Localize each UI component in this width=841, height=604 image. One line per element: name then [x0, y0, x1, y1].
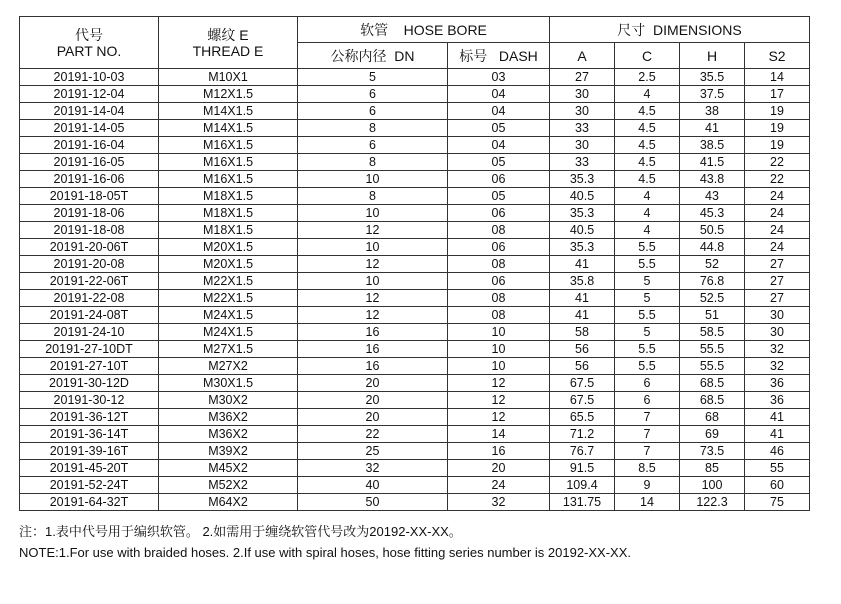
- thread-cell: M36X2: [159, 409, 298, 426]
- a-cell: 71.2: [550, 426, 615, 443]
- dash-cell: 03: [448, 69, 550, 86]
- a-cell: 40.5: [550, 222, 615, 239]
- s2-cell: 27: [745, 273, 810, 290]
- s2-cell: 24: [745, 205, 810, 222]
- s2-cell: 30: [745, 307, 810, 324]
- part-no-cell: 20191-30-12D: [20, 375, 159, 392]
- a-cell: 76.7: [550, 443, 615, 460]
- header-thread: [159, 17, 298, 69]
- a-cell: 30: [550, 103, 615, 120]
- s2-cell: 22: [745, 154, 810, 171]
- dash-cell: 05: [448, 188, 550, 205]
- table-row: [20, 222, 810, 239]
- thread-cell: M18X1.5: [159, 188, 298, 205]
- s2-cell: 36: [745, 392, 810, 409]
- header-part-no-cn: 代号: [75, 26, 103, 43]
- c-cell: 4: [615, 86, 680, 103]
- part-no-cell: 20191-52-24T: [20, 477, 159, 494]
- header-hose-bore: 软管 HOSE BORE: [298, 17, 550, 43]
- dn-cell: 6: [298, 86, 448, 103]
- header-c: C: [615, 43, 680, 69]
- dash-cell: 05: [448, 154, 550, 171]
- c-cell: 6: [615, 392, 680, 409]
- table-row: [20, 86, 810, 103]
- dn-cell: 32: [298, 460, 448, 477]
- s2-cell: 32: [745, 358, 810, 375]
- table-row: [20, 290, 810, 307]
- header-a: A: [550, 43, 615, 69]
- c-cell: 5: [615, 290, 680, 307]
- thread-cell: M39X2: [159, 443, 298, 460]
- dash-cell: 24: [448, 477, 550, 494]
- part-no-cell: 20191-20-06T: [20, 239, 159, 256]
- part-no-cell: 20191-20-08: [20, 256, 159, 273]
- thread-cell: M18X1.5: [159, 222, 298, 239]
- thread-cell: M16X1.5: [159, 171, 298, 188]
- dash-cell: 12: [448, 392, 550, 409]
- thread-cell: M27X1.5: [159, 341, 298, 358]
- dash-cell: 08: [448, 290, 550, 307]
- dn-cell: 10: [298, 205, 448, 222]
- table-row: [20, 69, 810, 86]
- dn-cell: 12: [298, 256, 448, 273]
- thread-cell: M22X1.5: [159, 290, 298, 307]
- s2-cell: 14: [745, 69, 810, 86]
- thread-cell: M64X2: [159, 494, 298, 511]
- thread-cell: M30X2: [159, 392, 298, 409]
- part-no-cell: 20191-24-08T: [20, 307, 159, 324]
- h-cell: 69: [680, 426, 745, 443]
- table-row: [20, 239, 810, 256]
- c-cell: 4: [615, 188, 680, 205]
- h-cell: 45.3: [680, 205, 745, 222]
- part-no-cell: 20191-36-12T: [20, 409, 159, 426]
- thread-cell: M30X1.5: [159, 375, 298, 392]
- s2-cell: 41: [745, 409, 810, 426]
- h-cell: 43: [680, 188, 745, 205]
- part-no-cell: 20191-24-10: [20, 324, 159, 341]
- dn-cell: 50: [298, 494, 448, 511]
- table-row: [20, 443, 810, 460]
- table-row: [20, 324, 810, 341]
- h-cell: 41: [680, 120, 745, 137]
- part-no-cell: 20191-16-04: [20, 137, 159, 154]
- a-cell: 27: [550, 69, 615, 86]
- a-cell: 35.3: [550, 239, 615, 256]
- thread-cell: M45X2: [159, 460, 298, 477]
- dn-cell: 5: [298, 69, 448, 86]
- table-row: [20, 205, 810, 222]
- s2-cell: 22: [745, 171, 810, 188]
- dn-cell: 8: [298, 188, 448, 205]
- part-no-cell: 20191-36-14T: [20, 426, 159, 443]
- h-cell: 76.8: [680, 273, 745, 290]
- table-row: [20, 120, 810, 137]
- c-cell: 14: [615, 494, 680, 511]
- a-cell: 41: [550, 256, 615, 273]
- h-cell: 38.5: [680, 137, 745, 154]
- part-no-cell: 20191-27-10DT: [20, 341, 159, 358]
- spec-table: [19, 16, 810, 511]
- h-cell: 85: [680, 460, 745, 477]
- dn-cell: 25: [298, 443, 448, 460]
- c-cell: 7: [615, 443, 680, 460]
- s2-cell: 30: [745, 324, 810, 341]
- c-cell: 4: [615, 222, 680, 239]
- header-s2: S2: [745, 43, 810, 69]
- dn-cell: 10: [298, 171, 448, 188]
- a-cell: 33: [550, 154, 615, 171]
- dash-cell: 06: [448, 205, 550, 222]
- h-cell: 68.5: [680, 392, 745, 409]
- a-cell: 67.5: [550, 375, 615, 392]
- a-cell: 35.8: [550, 273, 615, 290]
- table-row: [20, 137, 810, 154]
- a-cell: 58: [550, 324, 615, 341]
- thread-cell: M16X1.5: [159, 154, 298, 171]
- dash-cell: 20: [448, 460, 550, 477]
- table-row: [20, 358, 810, 375]
- h-cell: 68.5: [680, 375, 745, 392]
- part-no-cell: 20191-30-12: [20, 392, 159, 409]
- a-cell: 40.5: [550, 188, 615, 205]
- s2-cell: 19: [745, 120, 810, 137]
- dash-cell: 12: [448, 375, 550, 392]
- c-cell: 5.5: [615, 256, 680, 273]
- table-row: [20, 375, 810, 392]
- thread-cell: M18X1.5: [159, 205, 298, 222]
- dn-cell: 12: [298, 290, 448, 307]
- header-thread-en: THREAD E: [192, 42, 264, 59]
- h-cell: 44.8: [680, 239, 745, 256]
- c-cell: 2.5: [615, 69, 680, 86]
- a-cell: 41: [550, 307, 615, 324]
- a-cell: 35.3: [550, 171, 615, 188]
- h-cell: 122.3: [680, 494, 745, 511]
- dn-cell: 6: [298, 103, 448, 120]
- part-no-cell: 20191-16-06: [20, 171, 159, 188]
- s2-cell: 27: [745, 290, 810, 307]
- table-row: [20, 426, 810, 443]
- c-cell: 6: [615, 375, 680, 392]
- header-dn: 公称内径 DN: [298, 43, 448, 69]
- a-cell: 30: [550, 137, 615, 154]
- c-cell: 4: [615, 205, 680, 222]
- table-row: [20, 256, 810, 273]
- part-no-cell: 20191-18-06: [20, 205, 159, 222]
- h-cell: 58.5: [680, 324, 745, 341]
- dash-cell: 08: [448, 307, 550, 324]
- s2-cell: 19: [745, 103, 810, 120]
- thread-cell: M20X1.5: [159, 256, 298, 273]
- dn-cell: 40: [298, 477, 448, 494]
- thread-cell: M16X1.5: [159, 137, 298, 154]
- dash-cell: 08: [448, 222, 550, 239]
- h-cell: 51: [680, 307, 745, 324]
- h-cell: 37.5: [680, 86, 745, 103]
- dn-cell: 20: [298, 392, 448, 409]
- a-cell: 91.5: [550, 460, 615, 477]
- dash-cell: 06: [448, 273, 550, 290]
- part-no-cell: 20191-12-04: [20, 86, 159, 103]
- c-cell: 4.5: [615, 103, 680, 120]
- c-cell: 5.5: [615, 358, 680, 375]
- a-cell: 65.5: [550, 409, 615, 426]
- note-en: NOTE:1.For use with braided hoses. 2.If use with spiral hoses, hose fitting series number is 20192-XX-XX.: [19, 545, 632, 560]
- a-cell: 33: [550, 120, 615, 137]
- h-cell: 35.5: [680, 69, 745, 86]
- dn-cell: 6: [298, 137, 448, 154]
- dn-cell: 8: [298, 120, 448, 137]
- thread-cell: M22X1.5: [159, 273, 298, 290]
- a-cell: 41: [550, 290, 615, 307]
- s2-cell: 24: [745, 222, 810, 239]
- table-row: [20, 392, 810, 409]
- s2-cell: 32: [745, 341, 810, 358]
- dash-cell: 06: [448, 239, 550, 256]
- table-row: [20, 341, 810, 358]
- a-cell: 56: [550, 358, 615, 375]
- table-row: [20, 460, 810, 477]
- table-row: [20, 307, 810, 324]
- dn-cell: 22: [298, 426, 448, 443]
- dash-cell: 10: [448, 358, 550, 375]
- table-row: [20, 477, 810, 494]
- h-cell: 55.5: [680, 341, 745, 358]
- dash-cell: 04: [448, 86, 550, 103]
- part-no-cell: 20191-18-08: [20, 222, 159, 239]
- header-dimensions: 尺寸 DIMENSIONS: [550, 17, 810, 43]
- table-body: [20, 69, 810, 511]
- dash-cell: 10: [448, 324, 550, 341]
- table-row: [20, 103, 810, 120]
- s2-cell: 75: [745, 494, 810, 511]
- a-cell: 56: [550, 341, 615, 358]
- h-cell: 41.5: [680, 154, 745, 171]
- s2-cell: 55: [745, 460, 810, 477]
- part-no-cell: 20191-18-05T: [20, 188, 159, 205]
- s2-cell: 46: [745, 443, 810, 460]
- h-cell: 73.5: [680, 443, 745, 460]
- header-part-no: [20, 17, 159, 69]
- c-cell: 4.5: [615, 120, 680, 137]
- c-cell: 4.5: [615, 171, 680, 188]
- part-no-cell: 20191-14-05: [20, 120, 159, 137]
- c-cell: 5: [615, 273, 680, 290]
- c-cell: 5.5: [615, 307, 680, 324]
- c-cell: 4.5: [615, 154, 680, 171]
- table-row: [20, 494, 810, 511]
- thread-cell: M24X1.5: [159, 307, 298, 324]
- part-no-cell: 20191-39-16T: [20, 443, 159, 460]
- part-no-cell: 20191-14-04: [20, 103, 159, 120]
- h-cell: 43.8: [680, 171, 745, 188]
- s2-cell: 41: [745, 426, 810, 443]
- s2-cell: 24: [745, 188, 810, 205]
- part-no-cell: 20191-45-20T: [20, 460, 159, 477]
- c-cell: 5: [615, 324, 680, 341]
- part-no-cell: 20191-16-05: [20, 154, 159, 171]
- h-cell: 68: [680, 409, 745, 426]
- thread-cell: M14X1.5: [159, 120, 298, 137]
- header-h: H: [680, 43, 745, 69]
- part-no-cell: 20191-22-08: [20, 290, 159, 307]
- dash-cell: 12: [448, 409, 550, 426]
- h-cell: 100: [680, 477, 745, 494]
- dn-cell: 12: [298, 222, 448, 239]
- thread-cell: M14X1.5: [159, 103, 298, 120]
- s2-cell: 24: [745, 239, 810, 256]
- s2-cell: 27: [745, 256, 810, 273]
- h-cell: 50.5: [680, 222, 745, 239]
- notes: [19, 521, 631, 563]
- s2-cell: 19: [745, 137, 810, 154]
- c-cell: 8.5: [615, 460, 680, 477]
- c-cell: 5.5: [615, 239, 680, 256]
- s2-cell: 60: [745, 477, 810, 494]
- dash-cell: 16: [448, 443, 550, 460]
- dn-cell: 16: [298, 341, 448, 358]
- dash-cell: 06: [448, 171, 550, 188]
- a-cell: 35.3: [550, 205, 615, 222]
- table-row: [20, 188, 810, 205]
- a-cell: 131.75: [550, 494, 615, 511]
- part-no-cell: 20191-64-32T: [20, 494, 159, 511]
- dn-cell: 8: [298, 154, 448, 171]
- header-part-no-en: PART NO.: [56, 42, 122, 59]
- dash-cell: 32: [448, 494, 550, 511]
- h-cell: 38: [680, 103, 745, 120]
- dash-cell: 04: [448, 103, 550, 120]
- thread-cell: M36X2: [159, 426, 298, 443]
- dash-cell: 04: [448, 137, 550, 154]
- a-cell: 30: [550, 86, 615, 103]
- thread-cell: M27X2: [159, 358, 298, 375]
- part-no-cell: 20191-27-10T: [20, 358, 159, 375]
- table-header: [20, 17, 810, 69]
- dn-cell: 12: [298, 307, 448, 324]
- dash-cell: 10: [448, 341, 550, 358]
- table-row: [20, 273, 810, 290]
- dn-cell: 16: [298, 324, 448, 341]
- s2-cell: 17: [745, 86, 810, 103]
- header-thread-cn: 螺纹 E: [207, 26, 249, 43]
- table-row: [20, 409, 810, 426]
- a-cell: 67.5: [550, 392, 615, 409]
- dash-cell: 05: [448, 120, 550, 137]
- c-cell: 7: [615, 426, 680, 443]
- thread-cell: M20X1.5: [159, 239, 298, 256]
- h-cell: 52: [680, 256, 745, 273]
- part-no-cell: 20191-10-03: [20, 69, 159, 86]
- thread-cell: M24X1.5: [159, 324, 298, 341]
- dn-cell: 16: [298, 358, 448, 375]
- c-cell: 9: [615, 477, 680, 494]
- table-row: [20, 154, 810, 171]
- s2-cell: 36: [745, 375, 810, 392]
- a-cell: 109.4: [550, 477, 615, 494]
- dn-cell: 10: [298, 239, 448, 256]
- note-cn: 注：1.表中代号用于编织软管。 2.如需用于缠绕软管代号改为20192-XX-XX。: [19, 524, 462, 539]
- dn-cell: 20: [298, 375, 448, 392]
- c-cell: 5.5: [615, 341, 680, 358]
- header-dash: 标号 DASH: [448, 43, 550, 69]
- thread-cell: M10X1: [159, 69, 298, 86]
- thread-cell: M12X1.5: [159, 86, 298, 103]
- c-cell: 7: [615, 409, 680, 426]
- dash-cell: 14: [448, 426, 550, 443]
- h-cell: 55.5: [680, 358, 745, 375]
- c-cell: 4.5: [615, 137, 680, 154]
- h-cell: 52.5: [680, 290, 745, 307]
- dn-cell: 10: [298, 273, 448, 290]
- table-row: [20, 171, 810, 188]
- thread-cell: M52X2: [159, 477, 298, 494]
- dash-cell: 08: [448, 256, 550, 273]
- part-no-cell: 20191-22-06T: [20, 273, 159, 290]
- dn-cell: 20: [298, 409, 448, 426]
